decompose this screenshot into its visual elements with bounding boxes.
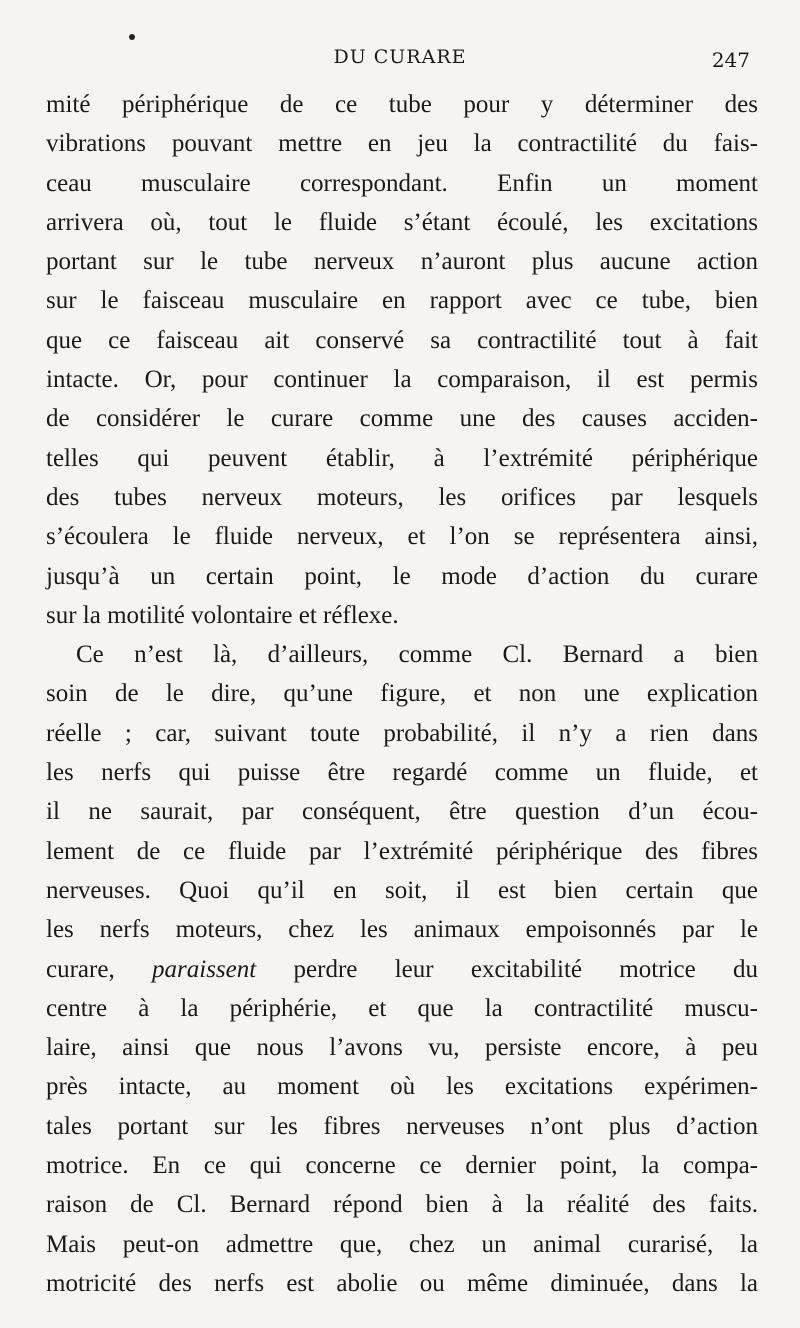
running-header xyxy=(0,44,800,74)
body-text xyxy=(46,85,758,1303)
text-line: il ne saurait, par conséquent, être question d’un écou- xyxy=(46,798,758,826)
text-line: telles qui peuvent établir, à l’extrémité périphérique xyxy=(46,444,758,472)
text-line: de considérer le curare comme une des causes acciden- xyxy=(46,405,758,433)
text-line: centre à la périphérie, et que la contractilité muscu- xyxy=(46,994,758,1022)
text-segment: curare, xyxy=(46,955,153,983)
text-line: portant sur le tube nerveux n’auront plus aucune action xyxy=(46,248,758,276)
text-line: motrice. En ce qui concerne ce dernier point, la compa- xyxy=(46,1152,758,1180)
text-line: que ce faisceau ait conservé sa contractilité tout à fait xyxy=(46,326,758,354)
text-line: raison de Cl. Bernard répond bien à la réalité des faits. xyxy=(46,1191,758,1219)
running-title: DU CURARE xyxy=(333,46,467,68)
text-line: jusqu’à un certain point, le mode d’action du curare xyxy=(46,562,758,590)
paragraph-start-line: Ce n’est là, d’ailleurs, comme Cl. Bernard a bien xyxy=(76,641,758,669)
text-line: mité périphérique de ce tube pour y déterminer des xyxy=(46,91,758,118)
text-line: lement de ce fluide par l’extrémité périphérique des fibres xyxy=(46,837,758,865)
text-line: les nerfs moteurs, chez les animaux empoisonnés par le xyxy=(46,916,758,944)
text-line: vibrations pouvant mettre en jeu la contractilité du fais- xyxy=(46,130,758,158)
text-line: Mais peut-on admettre que, chez un animal curarisé, la xyxy=(46,1230,758,1258)
text-line: sur le faisceau musculaire en rapport avec ce tube, bien xyxy=(46,287,758,315)
text-line: arrivera où, tout le fluide s’étant écoulé, les excitations xyxy=(46,208,758,236)
text-line-with-italic xyxy=(46,950,758,989)
ink-dot xyxy=(129,34,135,40)
text-line: ceau musculaire correspondant. Enfin un moment xyxy=(46,169,758,197)
italic-word: paraissent xyxy=(152,955,257,983)
text-line: intacte. Or, pour continuer la comparaison, il est permis xyxy=(46,366,758,394)
text-line: tales portant sur les fibres nerveuses n’ont plus d’action xyxy=(46,1112,758,1140)
text-line: réelle ; car, suivant toute probabilité, il n’y a rien dans xyxy=(46,719,758,747)
text-line: nerveuses. Quoi qu’il en soit, il est bien certain que xyxy=(46,876,758,904)
text-line: laire, ainsi que nous l’avons vu, persiste encore, à peu xyxy=(46,1034,758,1062)
text-segment: perdre leur excitabilité motrice du xyxy=(256,955,758,983)
text-line: motricité des nerfs est abolie ou même diminuée, dans la xyxy=(46,1269,758,1297)
text-line: des tubes nerveux moteurs, les orifices par lesquels xyxy=(46,483,758,511)
text-line: près intacte, au moment où les excitations expérimen- xyxy=(46,1073,758,1101)
text-line: les nerfs qui puisse être regardé comme un fluide, et xyxy=(46,759,758,787)
text-line: soin de le dire, qu’une figure, et non une explication xyxy=(46,680,758,708)
text-line: s’écoulera le fluide nerveux, et l’on se représentera ainsi, xyxy=(46,523,758,551)
page-number: 247 xyxy=(711,48,750,72)
text-line: sur la motilité volontaire et réflexe. xyxy=(46,601,399,629)
